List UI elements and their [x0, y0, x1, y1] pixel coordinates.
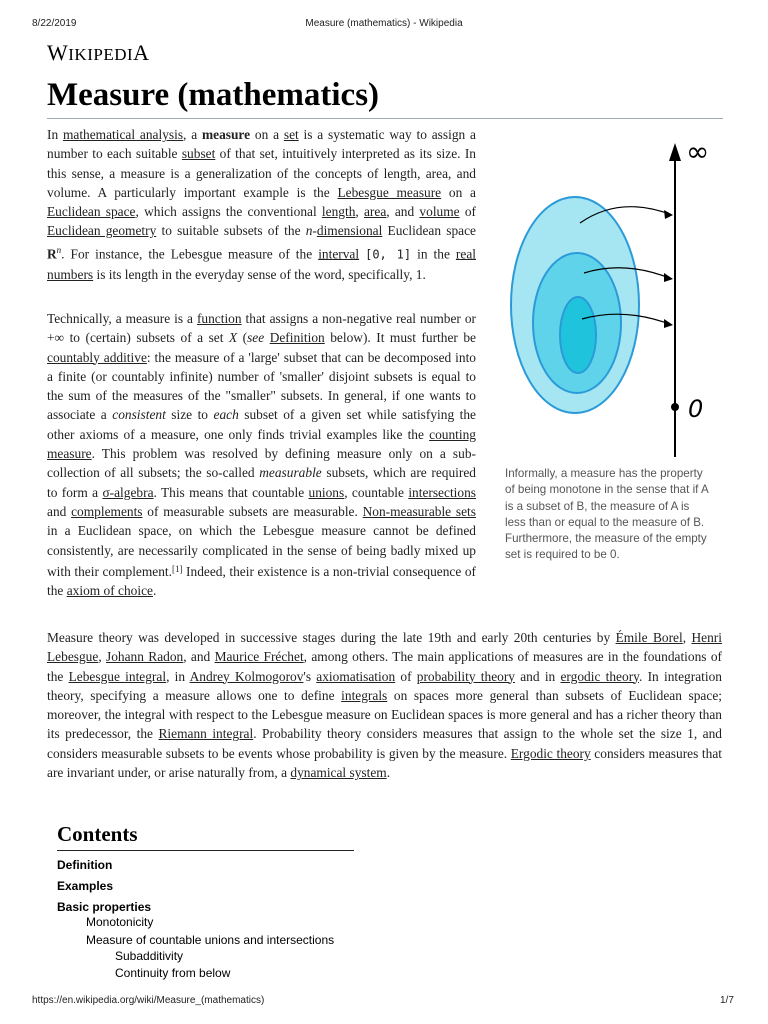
infinity-label: ∞ [686, 135, 710, 168]
link-function[interactable]: function [196, 311, 242, 326]
toc-item-examples[interactable]: Examples [57, 879, 114, 893]
link-interval[interactable]: interval [318, 246, 360, 262]
toc-item-basic-properties[interactable]: Basic properties [57, 900, 152, 914]
intro-paragraph-2: Technically, a measure is a function that assigns a non-negative real number or +∞ to (certain) subsets of a set X (see Definition below). It must further be countably additive: the measure of a 'large' subset that can be decomposed into a finite (or countably infinite) number of 'smaller' disjoint subsets is equal to the sum of the measures of the "smaller" subsets. In general, if one wants to associate a consistent size to each subset of a given set while satisfying the other axioms of a measure, one only finds trivial examples like the counting measure. This problem was resolved by defining measure only on a sub-collection of all subsets; the so-called measurable subsets, which are required to form a σ-algebra. This means that countable unions, countable intersections and complements of measurable subsets are measurable. Non-measurable sets in a Euclidean space, on which the Lebesgue measure cannot be defined consistently, are necessarily complicated in the sense of being badly mixed up with their complement.[1] Indeed, their existence is a non-trivial consequence of the axiom of choice. [47, 311, 477, 599]
link-axiom-of-choice[interactable]: axiom of choice [66, 583, 153, 599]
toc-item-monotonicity[interactable]: Monotonicity [86, 915, 154, 929]
link-axiomatisation[interactable]: axiomatisation [316, 668, 396, 684]
intro-paragraph-1: In mathematical analysis, a measure on a set is a systematic way to assign a number to each suitable subset of that set, intuitively interpreted as its size. In this sense, a measure is a generalization of the concepts of length, area, and volume. A particularly important example is the Lebesgue measure on a Euclidean space, which assigns the conventional length, area, and volume of Euclidean geometry to suitable subsets of the n-dimensional Euclidean space $R^n$. For instance, the Lebesgue measure of the interval [0, 1] in the real numbers is its length in the everyday sense of the word, specifically, 1. [47, 127, 476, 282]
link-riemann-integral[interactable]: Riemann integral [158, 726, 254, 742]
link-henri-lebesgue[interactable]: Henri Lebesgue [47, 630, 722, 665]
link-johann-radon[interactable]: Johann Radon [106, 649, 184, 665]
axis-arrowhead [669, 143, 681, 161]
zero-point [671, 403, 679, 411]
link-intersections[interactable]: intersections [408, 484, 476, 500]
citation-1[interactable]: [1] [172, 563, 183, 574]
print-page-number: 1/7 [720, 995, 734, 1006]
link-countably-additive[interactable]: countably additive [47, 349, 147, 365]
link-emile-borel[interactable]: Émile Borel [615, 630, 683, 645]
link-dynamical-system[interactable]: dynamical system [290, 765, 387, 781]
print-url: https://en.wikipedia.org/wiki/Measure_(mathematics) [32, 995, 265, 1006]
arrowhead-middle [664, 273, 673, 282]
toc-item-continuity-from-below[interactable]: Continuity from below [115, 966, 231, 980]
arrowhead-inner [664, 319, 673, 328]
link-lebesgue-integral[interactable]: Lebesgue integral [68, 668, 167, 684]
history-paragraph: Measure theory was developed in successive stages during the late 19th and early 20th centuries by Émile Borel, Henri Lebesgue, Johann Radon, and Maurice Fréchet, among others. The main applications of measures are in the foundations of the Lebesgue integral, in Andrey Kolmogorov's axiomatisation of probability theory and in ergodic theory. In integration theory, specifying a measure allows one to define integrals on spaces more general than subsets of Euclidean space; moreover, the integral with respect to the Lebesgue measure on Euclidean spaces is more general and has a richer theory than its predecessor, the Riemann integral. Probability theory considers measures that assign to the whole set the size 1, and considers measurable subsets to be events whose probability is given by the measure. Ergodic theory considers measures that are invariant under, or arise naturally from, a dynamical system. [47, 630, 722, 781]
measure-illustration [500, 135, 725, 465]
wordmark-first-letter: W [47, 40, 69, 65]
link-area[interactable]: area [363, 204, 387, 220]
link-ergodic-theory[interactable]: ergodic theory [560, 668, 639, 684]
wordmark-small-caps: IKIPEDI [68, 45, 134, 64]
print-date: 8/22/2019 [32, 18, 77, 29]
wordmark-last-letter: A [133, 40, 150, 65]
link-dimensional[interactable]: dimensional [316, 223, 383, 239]
link-integrals[interactable]: integrals [341, 687, 388, 703]
link-non-measurable-sets[interactable]: Non-measurable sets [362, 503, 476, 519]
contents-title: Contents [57, 822, 138, 846]
link-subset[interactable]: subset [181, 146, 216, 162]
link-definition[interactable]: Definition [269, 330, 325, 346]
link-euclidean-space[interactable]: Euclidean space [47, 204, 136, 220]
link-length[interactable]: length [321, 204, 356, 220]
link-andrey-kolmogorov[interactable]: Andrey Kolmogorov [189, 668, 304, 684]
contents-divider [57, 850, 354, 851]
link-probability-theory[interactable]: probability theory [416, 668, 515, 684]
toc-item-countable-unions[interactable]: Measure of countable unions and intersections [86, 933, 335, 947]
link-unions[interactable]: unions [308, 484, 345, 500]
link-volume[interactable]: volume [419, 204, 460, 220]
link-set[interactable]: set [283, 127, 299, 142]
link-mathematical-analysis[interactable]: mathematical analysis [62, 127, 184, 142]
link-euclidean-geometry[interactable]: Euclidean geometry [47, 223, 157, 239]
link-sigma-algebra[interactable]: σ-algebra [102, 484, 154, 500]
figure-caption: Informally, a measure has the property of being monotone in the sense that if A is a subset of B, the measure of A is less than or equal to the measure of B. Furthermore, the measure of the empty set is required to be 0. [505, 467, 709, 562]
title-divider [47, 118, 723, 119]
link-complements[interactable]: complements [71, 503, 143, 519]
link-counting-measure[interactable]: counting measure [47, 426, 476, 462]
zero-label: 0 [688, 395, 704, 423]
wikipedia-wordmark[interactable] [47, 40, 150, 66]
toc-item-definition[interactable]: Definition [57, 858, 113, 872]
link-maurice-frechet[interactable]: Maurice Fréchet [214, 649, 304, 665]
print-title: Measure (mathematics) - Wikipedia [305, 18, 463, 29]
link-ergodic-theory-2[interactable]: Ergodic theory [510, 745, 591, 761]
inner-set-ellipse [560, 297, 596, 373]
toc-item-subadditivity[interactable]: Subadditivity [115, 949, 184, 963]
link-lebesgue-measure[interactable]: Lebesgue measure [337, 184, 442, 200]
arrowhead-outer [664, 210, 673, 219]
page-title: Measure (mathematics) [47, 77, 380, 113]
link-real-numbers[interactable]: real numbers [47, 246, 476, 282]
